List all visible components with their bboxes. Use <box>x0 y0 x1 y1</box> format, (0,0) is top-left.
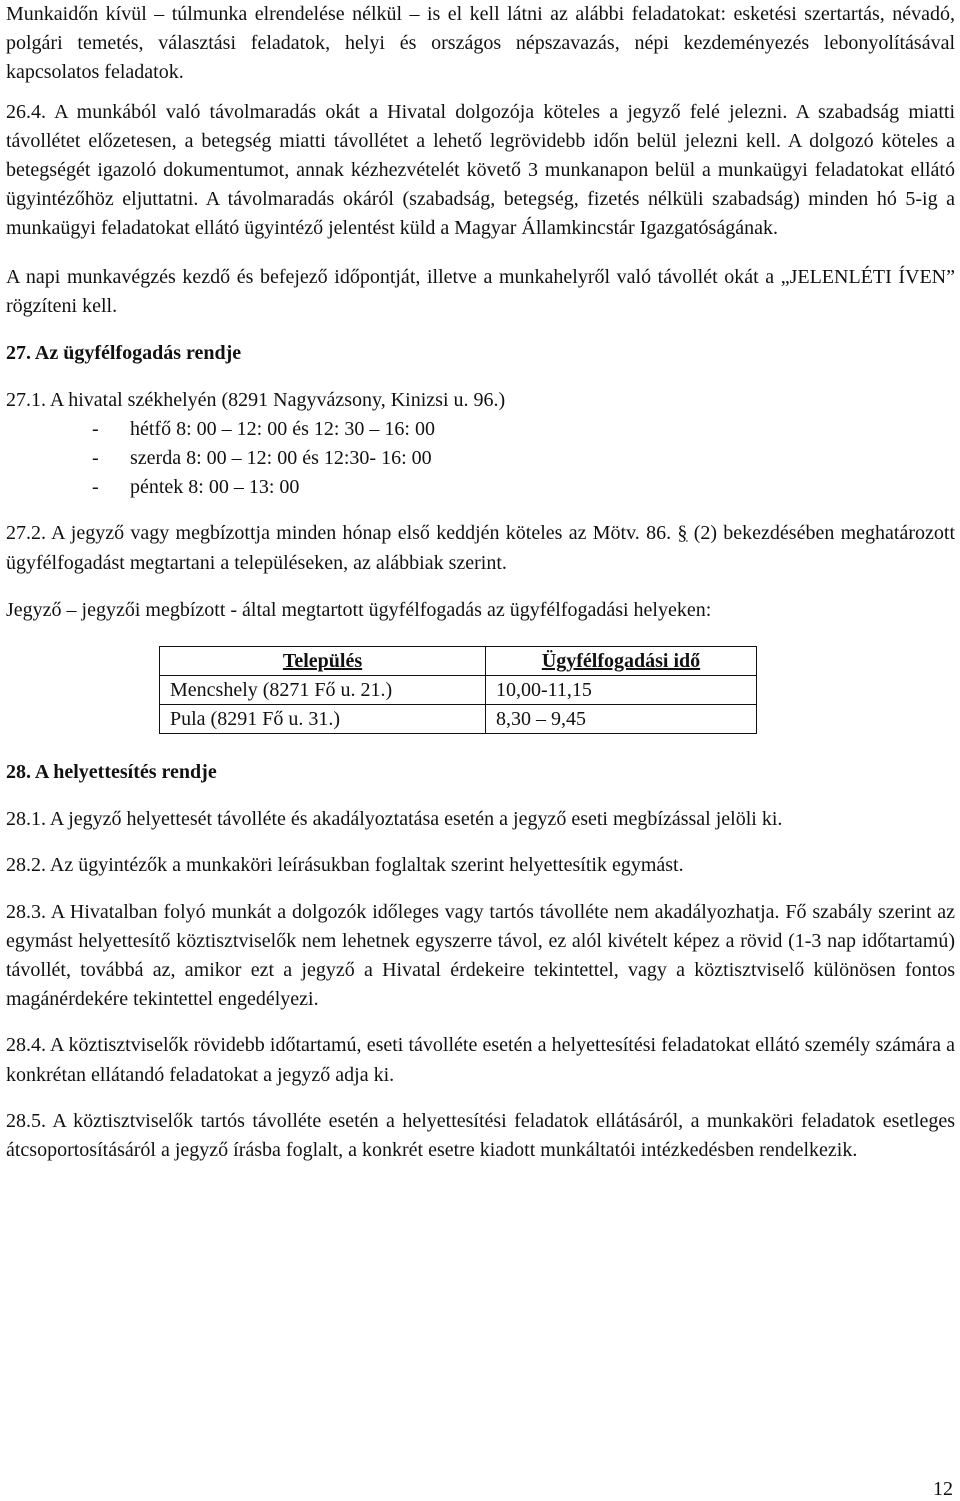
section-27-2-text-a: 27.2. A jegyző vagy megbízottja minden hónap első keddjén köteles az Mötv. 86. <box>6 522 672 545</box>
office-hours-item <box>92 415 955 444</box>
page-number: 12 <box>933 1478 953 1500</box>
section-27-1-paragraph: 27.1. A hivatal székhelyén (8291 Nagyvázsony, Kinizsi u. 96.) <box>6 389 506 412</box>
office-hours-text: hétfő 8: 00 – 12: 00 és 12: 30 – 16: 00 <box>130 418 435 441</box>
office-hours-list <box>92 415 955 502</box>
section-28-2-paragraph: 28.2. Az ügyintézők a munkaköri leírásukban foglaltak szerint helyettesítik egymást. <box>6 854 684 877</box>
attendance-sheet-paragraph: A napi munkavégzés kezdő és befejező időpontját, illetve a munkahelyről való távollét okát a „JELENLÉTI ÍVEN” rögzíteni kell. <box>6 265 955 317</box>
table-cell-settlement: Mencshely (8271 Fő u. 21.) <box>160 676 486 705</box>
office-hours-item <box>92 444 955 473</box>
office-hours-text: péntek 8: 00 – 13: 00 <box>130 476 300 499</box>
section-28-4-paragraph: 28.4. A köztisztviselők rövidebb időtartamú, eseti távolléte esetén a helyettesítési feladatokat ellátó személy számára a konkrétan ellátandó feladatokat a jegyző adja ki. <box>6 1034 955 1086</box>
notary-reception-paragraph: Jegyző – jegyzői megbízott - által megtartott ügyfélfogadás az ügyfélfogadási helyeken: <box>6 598 712 621</box>
section-27-2-text-b: (2) bekezdésében meghatározott ügyfélfogadást megtartani a településeken, az alábbiak szerint. <box>6 522 956 574</box>
section-26-4-paragraph: 26.4. A munkából való távolmaradás okát a Hivatal dolgozója köteles a jegyző felé jelezni. A szabadság miatti távollétet előzetesen, a betegség miatti távollétet a lehető legrövidebb időn belül jelezni kell. A dolgozó köteles a betegségét igazoló dokumentumot, annak kézhezvételét követő 3 munkanapon belül a munkaügyi feladatokat ellátó ügyintézőhöz eljuttatni. A távolmaradás okáról (szabadság, betegség, fizetés nélküli szabadság) minden hó 5-ig a munkaügyi feladatokat ellátó ügyintéző jelentést küld a Magyar Államkincstár Igazgatóságának. <box>6 100 955 240</box>
section-28-1-paragraph: 28.1. A jegyző helyettesét távolléte és akadályoztatása esetén a jegyző eseti megbízással jelöli ki. <box>6 808 783 831</box>
section-28-5-paragraph: 28.5. A köztisztviselők tartós távolléte esetén a helyettesítési feladatok ellátásáról, a munkaköri feladatok esetleges átcsoportosításáról a jegyző írásba foglalt, a konkrét esetre kiadott munkáltatói intézkedésben rendelkezik. <box>6 1109 955 1162</box>
table-header-row <box>160 647 757 676</box>
list-dash: - <box>92 447 99 470</box>
list-dash: - <box>92 418 99 441</box>
table-row <box>160 676 757 705</box>
table-cell-settlement: Pula (8291 Fő u. 31.) <box>160 705 486 734</box>
office-hours-item <box>92 473 955 502</box>
paragraph-sign: § <box>677 522 688 545</box>
table-header-settlement: Település <box>160 647 486 676</box>
intro-paragraph: Munkaidőn kívül – túlmunka elrendelése nélkül – is el kell látni az alábbi feladatokat: esketési szertartás, névadó, polgári temetés, választási feladatok, helyi és országos népszavazás, népi kezdeményezés lebonyolításával kapcsolatos feladatok. <box>6 3 955 84</box>
table-cell-time: 8,30 – 9,45 <box>486 705 757 734</box>
table-row <box>160 705 757 734</box>
table-cell-time: 10,00-11,15 <box>486 676 757 705</box>
section-28-3-paragraph: 28.3. A Hivatalban folyó munkát a dolgozók időleges vagy tartós távolléte nem akadályozhatja. Fő szabály szerint az egymást helyettesítő köztisztviselők nem lehetnek egyszerre távol, ez alól kivételt képez a rövid (1-3 nap időtartamú) távollét, továbbá az, amikor ezt a jegyző a Hivatal érdekeire tekintettel, vagy a köztisztviselő különösen fontos magánérdekére tekintettel engedélyezi. <box>6 900 955 1011</box>
section-27-2-paragraph <box>6 519 955 577</box>
table-header-time: Ügyfélfogadási idő <box>486 647 757 676</box>
reception-schedule-table <box>159 646 757 734</box>
document-page <box>6 0 955 1165</box>
section-27-heading: 27. Az ügyfélfogadás rendje <box>6 342 242 365</box>
section-28-heading: 28. A helyettesítés rendje <box>6 761 217 784</box>
list-dash: - <box>92 476 99 499</box>
office-hours-text: szerda 8: 00 – 12: 00 és 12:30- 16: 00 <box>130 447 432 470</box>
